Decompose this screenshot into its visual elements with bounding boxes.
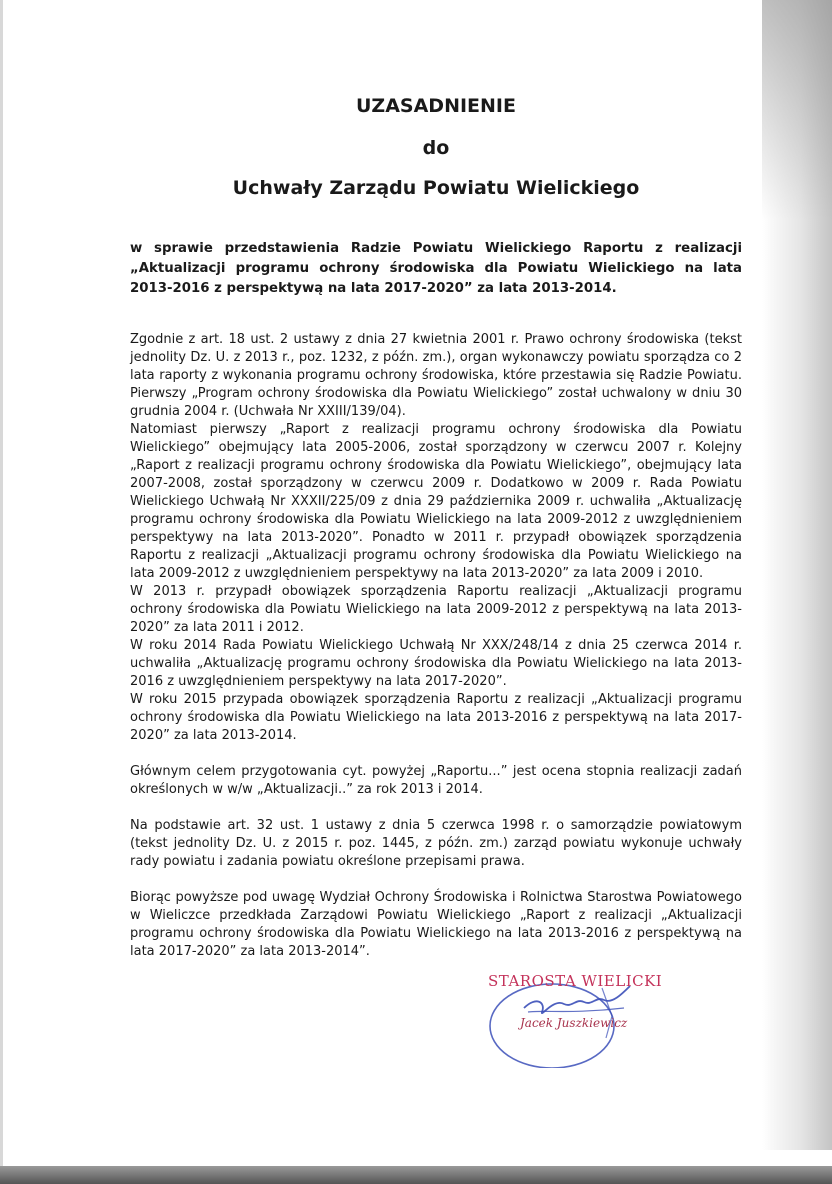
body-paragraph: W roku 2014 Rada Powiatu Wielickiego Uchwałą Nr XXX/248/14 z dnia 25 czerwca 2014 r. uchwaliła „Aktualizację programu ochrony środowiska dla Powiatu Wielickiego na lata 2013-2016 z uwzględnieniem perspektywy na lata 2017-2020”. bbox=[130, 638, 742, 689]
body-paragraph: W roku 2015 przypada obowiązek sporządzenia Raportu z realizacji „Aktualizacji programu ochrony środowiska dla Powiatu Wielickiego na lata 2013-2016 z perspektywą na lata 2017-2020” za lata 2013-2014. bbox=[130, 692, 742, 743]
body-paragraph: Biorąc powyższe pod uwagę Wydział Ochrony Środowiska i Rolnictwa Starostwa Powiatowego w Wieliczce przedkłada Zarządowi Powiatu Wielickiego „Raport z realizacji „Aktualizacji programu ochrony środowiska dla Powiatu Wielickiego na lata 2013-2016 z perspektywą na lata 2017-2020” za lata 2013-2014”. bbox=[130, 890, 742, 959]
document-subject: w sprawie przedstawienia Radzie Powiatu Wielickiego Raportu z realizacji „Aktualizacji programu ochrony środowiska dla Powiatu Wielickiego na lata 2013-2016 z perspektywą na lata 2017-2020” za lata 2013-2014. bbox=[130, 241, 742, 296]
scan-corner-shadow bbox=[762, 0, 832, 220]
scan-bottom-edge bbox=[0, 1166, 832, 1184]
body-paragraph: Zgodnie z art. 18 ust. 2 ustawy z dnia 27 kwietnia 2001 r. Prawo ochrony środowiska (tekst jednolity Dz. U. z 2013 r., poz. 1232, z późn. zm.), organ wykonawczy powiatu sporządza co 2 lata raporty z wykonania programu ochrony środowiska, które przestawia się Radzie Powiatu. Pierwszy „Program ochrony środowiska dla Powiatu Wielickiego” został uchwalony w dniu 30 grudnia 2004 r. (Uchwała Nr XXIII/139/04). bbox=[130, 332, 742, 419]
scan-left-edge bbox=[0, 0, 3, 1166]
document-body bbox=[130, 331, 742, 961]
stamp-name: Jacek Juszkiewicz bbox=[520, 1016, 628, 1030]
document-title: UZASADNIENIE bbox=[356, 95, 516, 117]
body-paragraph: Na podstawie art. 32 ust. 1 ustawy z dnia 5 czerwca 1998 r. o samorządzie powiatowym (tekst jednolity Dz. U. z 2015 r. poz. 1445, z późn. zm.) zarząd powiatu wykonuje uchwały rady powiatu i zadania powiatu określone przepisami prawa. bbox=[130, 818, 742, 869]
body-paragraph: Głównym celem przygotowania cyt. powyżej „Raportu...” jest ocena stopnia realizacji zadań określonych w w/w „Aktualizacji..” za rok 2013 i 2014. bbox=[130, 764, 742, 797]
document-title-resolution: Uchwały Zarządu Powiatu Wielickiego bbox=[232, 177, 640, 199]
body-paragraph: W 2013 r. przypadł obowiązek sporządzenia Raportu realizacji „Aktualizacji programu ochrony środowiska dla Powiatu Wielickiego na lata 2009-2012 z perspektywą na lata 2013-2020” za lata 2011 i 2012. bbox=[130, 584, 742, 635]
stamp-title: STAROSTA WIELICKI bbox=[488, 972, 663, 990]
document-title-connector: do bbox=[422, 137, 450, 159]
official-stamp bbox=[484, 968, 664, 1068]
document-page bbox=[130, 95, 742, 961]
body-paragraph: Natomiast pierwszy „Raport z realizacji programu ochrony środowiska dla Powiatu Wielickiego” obejmujący lata 2005-2006, został sporządzony w czerwcu 2007 r. Kolejny „Raport z realizacji programu ochrony środowiska dla Powiatu Wielickiego”, obejmujący lata 2007-2008, został sporządzony w czerwcu 2009 r. Dodatkowo w 2009 r. Rada Powiatu Wielickiego Uchwałą Nr XXXII/225/09 z dnia 29 października 2009 r. uchwaliła „Aktualizację programu ochrony środowiska dla Powiatu Wielickiego na lata 2009-2012 z uwzględnieniem perspektywy na lata 2013-2020”. Ponadto w 2011 r. przypadł obowiązek sporządzenia Raportu z realizacji „Aktualizacji programu ochrony środowiska dla Powiatu Wielickiego na lata 2009-2012 z uwzględnieniem perspektywy na lata 2013-2020” za lata 2009 i 2010. bbox=[130, 422, 742, 581]
